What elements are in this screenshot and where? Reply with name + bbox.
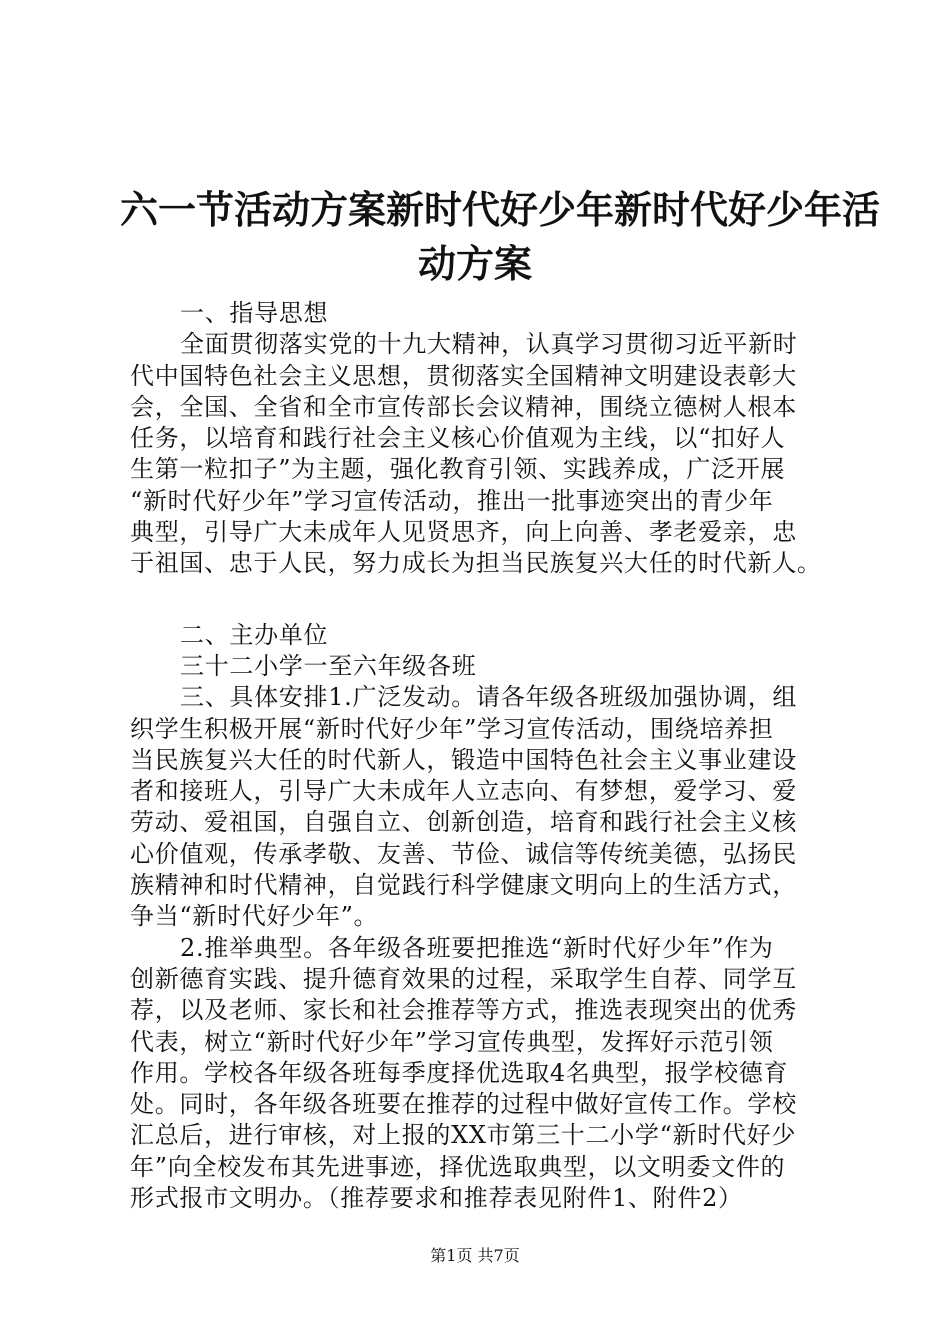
document-body [130, 298, 830, 1214]
paragraph-line: 会，全国、全省和全市宣传部长会议精神，围绕立德树人根本 [130, 392, 797, 421]
page-number-footer: 第1页 共7页 [430, 1246, 520, 1265]
paragraph-line: 2.推举典型。各年级各班要把推选“新时代好少年”作为 [180, 933, 774, 962]
paragraph-gap [130, 580, 830, 620]
paragraph-line: 者和接班人，引导广大未成年人立志向、有梦想，爱学习、爱 [130, 777, 797, 806]
document-title-line-1: 六一节活动方案新时代好少年新时代好少年活 [120, 188, 881, 232]
section-heading-organizer: 二、主办单位 [180, 620, 329, 649]
paragraph-line: 代中国特色社会主义思想，贯彻落实全国精神文明建设表彰大 [130, 361, 797, 390]
paragraph-line: 当民族复兴大任的时代新人，锻造中国特色社会主义事业建设 [130, 745, 797, 774]
paragraph-line: 创新德育实践、提升德育效果的过程，采取学生自荐、同学互 [130, 964, 797, 993]
paragraph-line: 劳动、爱祖国，自强自立、创新创造，培育和践行社会主义核 [130, 808, 797, 837]
paragraph-line: 年”向全校发布其先进事迹，择优选取典型，以文明委文件的 [130, 1152, 786, 1181]
paragraph-line: 族精神和时代精神，自觉践行科学健康文明向上的生活方式， [130, 871, 797, 900]
paragraph-line: 汇总后，进行审核，对上报的XX市第三十二小学“新时代好少 [130, 1121, 797, 1150]
paragraph-line: 任务，以培育和践行社会主义核心价值观为主线，以“扣好人 [130, 424, 786, 453]
paragraph-line: 争当“新时代好少年”。 [130, 902, 379, 931]
paragraph-line: 作用。学校各年级各班每季度择优选取4名典型，报学校德育 [130, 1058, 789, 1087]
paragraph-line: “新时代好少年”学习宣传活动，推出一批事迹突出的青少年 [130, 486, 774, 515]
organizer-text: 三十二小学一至六年级各班 [180, 651, 477, 680]
paragraph-line: 处。同时，各年级各班要在推荐的过程中做好宣传工作。学校 [130, 1090, 797, 1119]
paragraph-line: 全面贯彻落实党的十九大精神，认真学习贯彻习近平新时 [180, 330, 798, 359]
paragraph-line: 织学生积极开展“新时代好少年”学习宣传活动，围绕培养担 [130, 714, 774, 743]
paragraph-line: 生第一粒扣子”为主题，强化教育引领、实践养成，广泛开展 [130, 455, 786, 484]
paragraph-line: 形式报市文明办。（推荐要求和推荐表见附件1、附件2） [130, 1184, 743, 1213]
paragraph-line: 典型，引导广大未成年人见贤思齐，向上向善、孝老爱亲，忠 [130, 518, 797, 547]
paragraph-line: 三、具体安排1.广泛发动。请各年级各班级加强协调，组 [180, 683, 798, 712]
paragraph-line: 荐，以及老师、家长和社会推荐等方式，推选表现突出的优秀 [130, 996, 797, 1025]
section-heading-guiding-thought: 一、指导思想 [180, 299, 329, 327]
paragraph-line: 心价值观，传承孝敬、友善、节俭、诚信等传统美德，弘扬民 [130, 839, 797, 868]
paragraph-line: 于祖国、忠于人民，努力成长为担当民族复兴大任的时代新人。 [130, 549, 822, 578]
document-title-line-2: 动方案 [417, 242, 532, 286]
paragraph-line: 代表，树立“新时代好少年”学习宣传典型，发挥好示范引领 [130, 1027, 774, 1056]
